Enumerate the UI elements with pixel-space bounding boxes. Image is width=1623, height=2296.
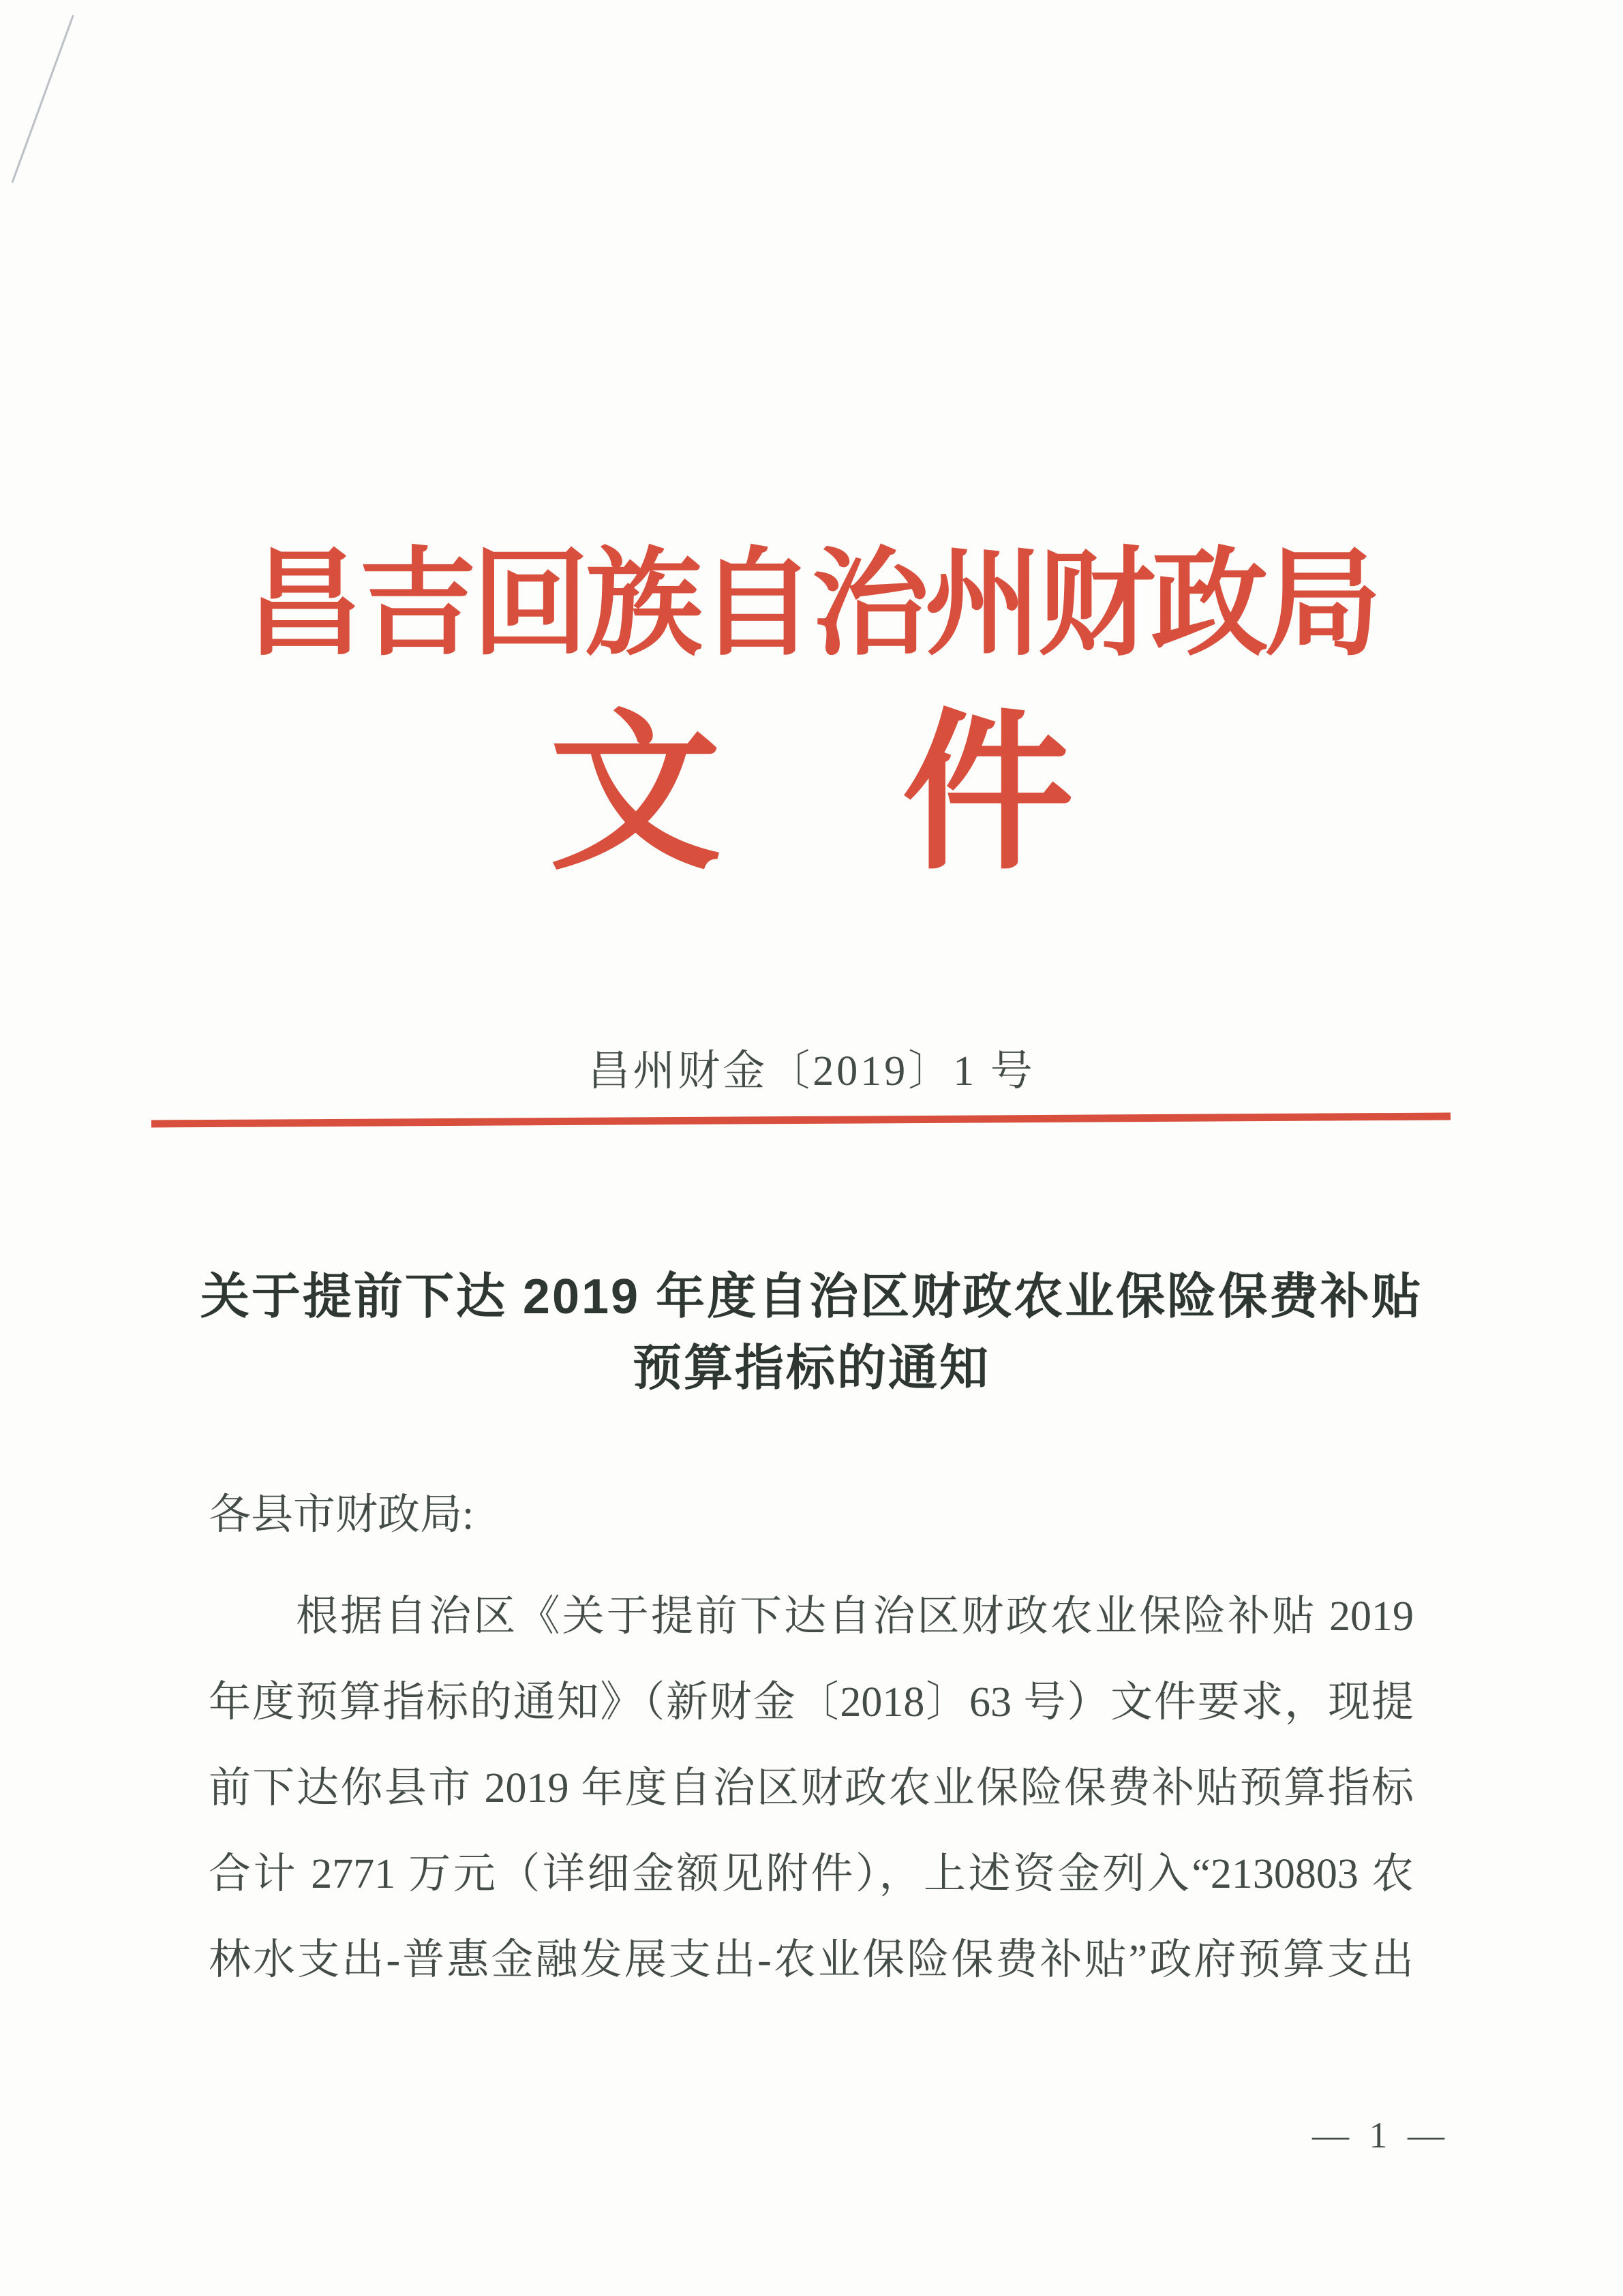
document-title-line-1: 关于提前下达 2019 年度自治区财政农业保险保费补贴 bbox=[200, 1270, 1423, 1324]
body-text-line-2: 年度预算指标的通知》（新财金〔2018〕63 号）文件要求，现提 bbox=[209, 1679, 1414, 1726]
body-text-line-5: 林水支出-普惠金融发展支出-农业保险保费补贴”政府预算支出 bbox=[209, 1937, 1414, 1983]
page-number: — 1 — bbox=[1312, 2115, 1444, 2156]
document-title-line-2: 预算指标的通知 bbox=[632, 1341, 990, 1396]
doc-type-char-jian: 件 bbox=[902, 699, 1074, 890]
document-reference-number: 昌州财金〔2019〕1 号 bbox=[588, 1048, 1035, 1095]
doc-type-char-wen: 文 bbox=[549, 699, 721, 890]
body-text-line-4: 合计 2771 万元（详细金额见附件），上述资金列入“2130803 农 bbox=[209, 1851, 1414, 1897]
body-text-line-3: 前下达你县市 2019 年度自治区财政农业保险保费补贴预算指标 bbox=[209, 1765, 1414, 1811]
red-divider-line bbox=[151, 1113, 1451, 1128]
scan-scratch-mark bbox=[11, 14, 74, 183]
document-type-heading bbox=[0, 699, 1623, 890]
salutation: 各县市财政局: bbox=[209, 1492, 474, 1538]
issuing-authority-name: 昌吉回族自治州财政局 bbox=[245, 540, 1378, 670]
body-text-line-1: 根据自治区《关于提前下达自治区财政农业保险补贴 2019 bbox=[296, 1593, 1414, 1640]
